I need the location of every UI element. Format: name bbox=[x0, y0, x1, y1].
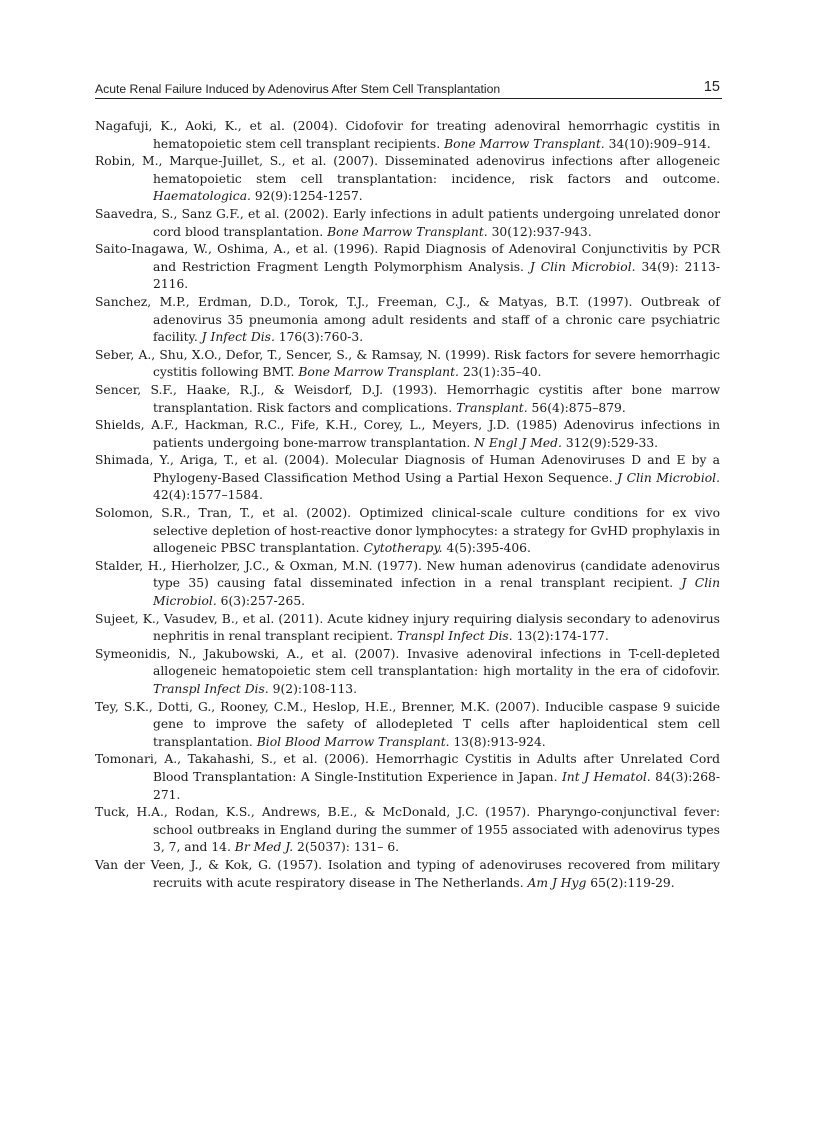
reference-text: Tomonari, A., Takahashi, S., et al. (2006). Hemorrhagic Cystitis in Adults after Unrelated Cord Blood Transplantation: A Single-Institution Experience in Japan. bbox=[95, 752, 720, 784]
reference-item bbox=[95, 751, 720, 804]
reference-citation: 34(10):909–914. bbox=[604, 136, 711, 151]
reference-journal: Br Med J. bbox=[234, 840, 294, 855]
reference-citation: 312(9):529-33. bbox=[561, 435, 659, 450]
reference-journal: Int J Hematol. bbox=[561, 769, 651, 784]
reference-text: Sujeet, K., Vasudev, B., et al. (2011). Acute kidney injury requiring dialysis secondary to adenovirus nephritis in renal transplant recipient. bbox=[95, 611, 720, 644]
reference-citation: 34(9): 2113-2116. bbox=[153, 259, 720, 292]
reference-item bbox=[95, 646, 720, 699]
reference-journal: Biol Blood Marrow Transplant. bbox=[256, 734, 450, 749]
reference-item bbox=[95, 153, 720, 206]
reference-citation: 6(3):257-265. bbox=[216, 594, 306, 609]
reference-citation: 9(2):108-113. bbox=[268, 682, 358, 696]
reference-text: Symeonidis, N., Jakubowski, A., et al. (2007). Invasive adenoviral infections in T-cell-depleted allogeneic hematopoietic stem cell transplantation: high mortality in the era of cidofovir. bbox=[95, 646, 720, 679]
reference-journal: Transpl Infect Dis. bbox=[396, 629, 513, 644]
reference-item bbox=[95, 857, 720, 892]
reference-text: Sencer, S.F., Haake, R.J., & Weisdorf, D.J. (1993). Hemorrhagic cystitis after bone marrow transplantation. Risk factors and complications. bbox=[95, 382, 720, 415]
reference-citation: 92(9):1254-1257. bbox=[250, 189, 363, 204]
reference-text: Nagafuji, K., Aoki, K., et al. (2004). Cidofovir for treating adenoviral hemorrhagic cystitis in hematopoietic stem cell transplant recipients. bbox=[95, 119, 720, 151]
reference-text: Tey, S.K., Dotti, G., Rooney, C.M., Heslop, H.E., Brenner, M.K. (2007). Inducible caspase 9 suicide gene to improve the safety of allodepleted T cells after haploidentical stem cell transplantation. bbox=[95, 699, 720, 749]
reference-journal: Am J Hyg bbox=[527, 875, 587, 890]
reference-citation: 65(2):119-29. bbox=[586, 875, 675, 890]
reference-text: Sanchez, M.P., Erdman, D.D., Torok, T.J., Freeman, C.J., & Matyas, B.T. (1997). Outbreak of adenovirus 35 pneumonia among adult residents and staff of a chronic care psychiatric facility. bbox=[95, 294, 720, 345]
reference-journal: Transplant. bbox=[456, 400, 528, 415]
reference-item bbox=[95, 206, 720, 241]
reference-text: Saito-Inagawa, W., Oshima, A., et al. (1996). Rapid Diagnosis of Adenoviral Conjunctivitis by PCR and Restriction Fragment Length Polymorphism Analysis. bbox=[95, 242, 720, 274]
reference-journal: Transpl Infect Dis. bbox=[153, 682, 269, 696]
reference-item bbox=[95, 118, 720, 153]
reference-text: Shields, A.F., Hackman, R.C., Fife, K.H., Corey, L., Meyers, J.D. (1985) Adenovirus infections in patients undergoing bone-marrow transplantation. bbox=[95, 418, 720, 450]
reference-citation: 2(5037): 131– 6. bbox=[293, 840, 400, 855]
reference-journal: J Infect Dis. bbox=[201, 330, 275, 345]
running-header bbox=[95, 79, 722, 99]
reference-text: Shimada, Y., Ariga, T., et al. (2004). Molecular Diagnosis of Human Adenoviruses D and E by a Phylogeny-Based Classification Method Using a Partial Hexon Sequence. bbox=[95, 453, 720, 485]
reference-citation: 42(4):1577–1584. bbox=[153, 488, 263, 503]
page-number: 15 bbox=[703, 79, 720, 95]
reference-journal: Haematologica. bbox=[153, 189, 251, 204]
reference-list bbox=[95, 118, 720, 892]
reference-journal: J Clin Microbiol. bbox=[529, 259, 636, 274]
running-title: Acute Renal Failure Induced by Adenovirus After Stem Cell Transplantation bbox=[95, 82, 501, 96]
reference-text: Tuck, H.A., Rodan, K.S., Andrews, B.E., & McDonald, J.C. (1957). Pharyngo-conjunctival fever: school outbreaks in England during the summer of 1955 associated with adenovirus types 3, 7, and 14. bbox=[95, 805, 720, 855]
reference-citation: 4(5):395-406. bbox=[442, 541, 531, 556]
reference-citation: 176(3):760-3. bbox=[274, 330, 364, 345]
reference-text: Saavedra, S., Sanz G.F., et al. (2002). Early infections in adult patients undergoing unrelated donor cord blood transplantation. bbox=[95, 206, 720, 239]
reference-journal: Bone Marrow Transplant. bbox=[327, 224, 488, 239]
reference-citation: 13(8):913-924. bbox=[449, 734, 546, 749]
reference-citation: 23(1):35–40. bbox=[458, 365, 542, 380]
reference-item bbox=[95, 452, 720, 505]
reference-journal: J Clin Microbiol. bbox=[617, 470, 721, 485]
reference-item bbox=[95, 347, 720, 382]
reference-item bbox=[95, 611, 720, 646]
reference-item bbox=[95, 804, 720, 857]
reference-item bbox=[95, 505, 720, 558]
reference-citation: 84(3):268-271. bbox=[153, 769, 720, 802]
reference-journal: Cytotherapy. bbox=[363, 541, 443, 556]
reference-journal: N Engl J Med. bbox=[474, 435, 562, 450]
reference-citation: 30(12):937-943. bbox=[487, 224, 592, 239]
reference-citation: 56(4):875–879. bbox=[527, 400, 626, 415]
reference-journal: J Clin Microbiol. bbox=[153, 576, 720, 609]
reference-text: Solomon, S.R., Tran, T., et al. (2002). Optimized clinical-scale culture conditions for ex vivo selective depletion of host-reactive donor lymphocytes: a strategy for GvHD prophylaxis in allogeneic PBSC transplantation. bbox=[95, 506, 720, 556]
reference-item bbox=[95, 241, 720, 294]
reference-item bbox=[95, 417, 720, 452]
reference-text: Robin, M., Marque-Juillet, S., et al. (2007). Disseminated adenovirus infections after allogeneic hematopoietic stem cell transplantation: incidence, risk factors and outcome. bbox=[95, 154, 720, 186]
reference-item bbox=[95, 294, 720, 347]
reference-item bbox=[95, 558, 720, 611]
reference-journal: Bone Marrow Transplant. bbox=[444, 136, 605, 151]
reference-item bbox=[95, 699, 720, 752]
reference-item bbox=[95, 382, 720, 417]
reference-text: Van der Veen, J., & Kok, G. (1957). Isolation and typing of adenoviruses recovered from military recruits with acute respiratory disease in The Netherlands. bbox=[95, 857, 720, 890]
reference-text: Seber, A., Shu, X.O., Defor, T., Sencer, S., & Ramsay, N. (1999). Risk factors for severe hemorrhagic cystitis following BMT. bbox=[95, 347, 720, 380]
reference-text: Stalder, H., Hierholzer, J.C., & Oxman, M.N. (1977). New human adenovirus (candidate adenovirus type 35) causing fatal disseminated infection in a renal transplant recipient. bbox=[95, 558, 720, 591]
reference-journal: Bone Marrow Transplant. bbox=[298, 365, 459, 380]
reference-citation: 13(2):174-177. bbox=[512, 629, 609, 644]
